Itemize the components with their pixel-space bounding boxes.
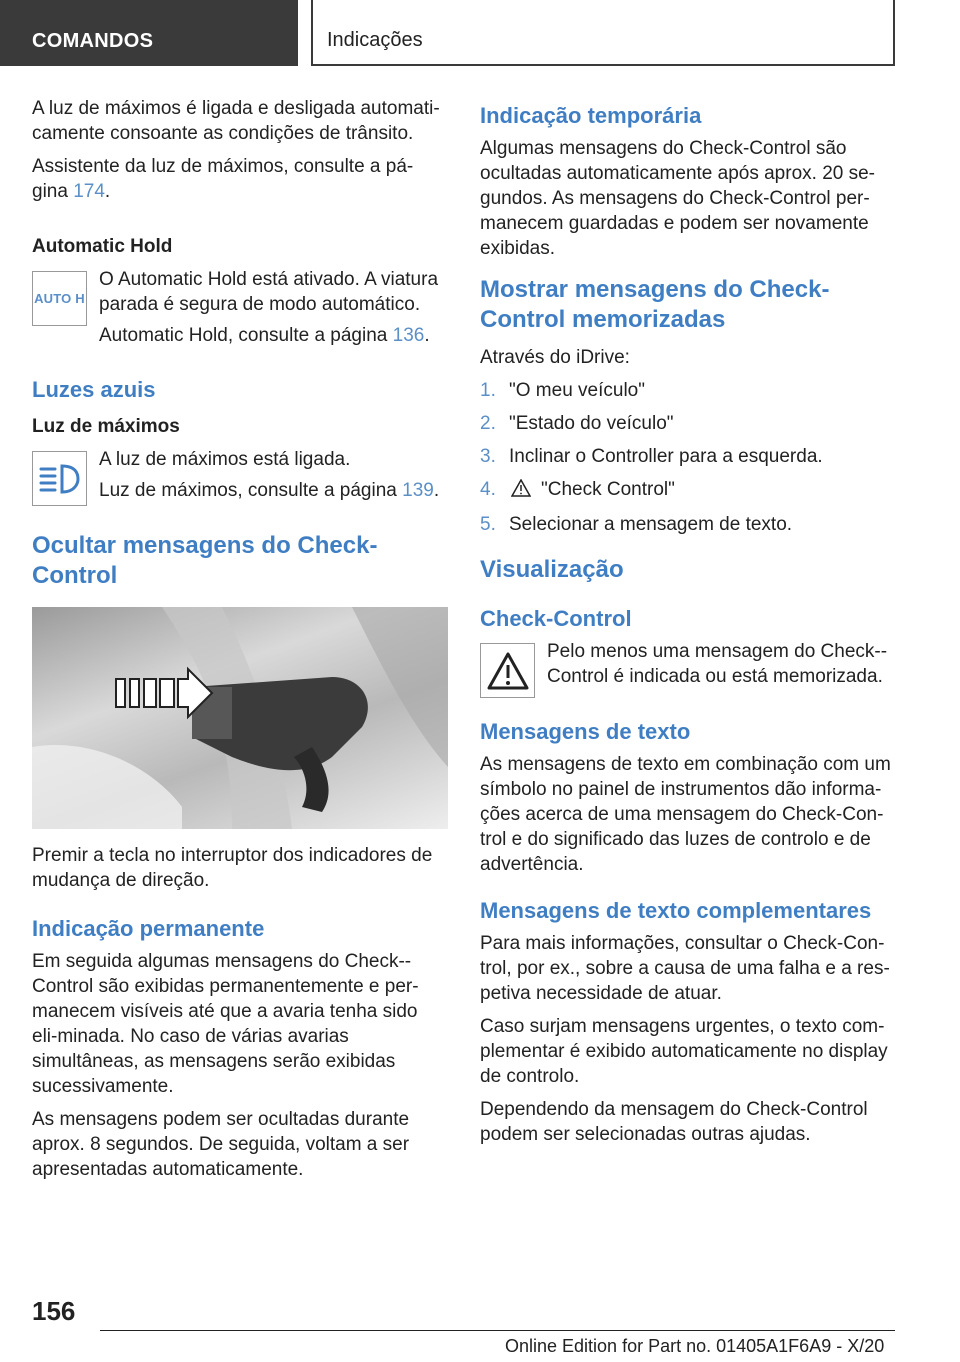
right-column xyxy=(480,96,896,1155)
autohold-heading: Automatic Hold xyxy=(32,236,173,257)
paragraph-xref xyxy=(32,154,448,204)
page-link[interactable]: 174 xyxy=(73,181,105,202)
turn-signal-stalk-image xyxy=(32,607,448,829)
step-number: 2. xyxy=(480,413,496,434)
step-text: "Check Control" xyxy=(541,479,675,500)
permanent-heading: Indicação permanente xyxy=(32,916,265,941)
left-column xyxy=(32,96,448,1190)
temporary-heading: Indicação temporária xyxy=(480,103,702,128)
step-number: 5. xyxy=(480,514,496,535)
paragraph: A luz de máximos está ligada. xyxy=(99,449,351,470)
step-text: Inclinar o Controller para a esquerda. xyxy=(509,446,823,467)
text: Assistente da luz de máximos, consulte a pá-gina xyxy=(32,156,414,202)
text: Luz de máximos, consulte a página xyxy=(99,480,403,501)
paragraph: Algumas mensagens do Check-Control são ocultadas automaticamente após aprox. 20 se-gundos. As mensagens do Check-Control per-manecem guardadas e podem ser novamente exibidas. xyxy=(480,138,876,259)
paragraph: A luz de máximos é ligada e desligada automati-camente consoante as condições de trânsito. xyxy=(32,98,440,144)
visualization-heading: Visualização xyxy=(480,556,624,583)
autohold-block xyxy=(32,267,448,354)
check-control-heading: Check-Control xyxy=(480,606,632,631)
step-number: 4. xyxy=(480,479,496,500)
text: . xyxy=(424,325,430,346)
figure-caption: Premir a tecla no interruptor dos indicadores de mudança de direção. xyxy=(32,845,433,891)
list-item xyxy=(480,477,896,504)
hide-messages-heading: Ocultar mensagens do Check-Control xyxy=(32,532,378,589)
steps-list xyxy=(480,378,896,537)
page-number: 156 xyxy=(32,1296,76,1326)
paragraph: Em seguida algumas mensagens do Check--Control são exibidas permanentemente e per-manecem visíveis até que a avaria tenha sido eli-minada. No caso de várias avarias simultâneas, as mensagens serão exibidas sucessivamente. xyxy=(32,951,419,1097)
text-messages-heading: Mensagens de texto xyxy=(480,719,691,744)
blue-lights-heading: Luzes azuis xyxy=(32,377,156,402)
auto-hold-icon-label: AUTO H xyxy=(34,291,85,306)
edition-note: Online Edition for Part no. 01405A1F6A9 - X/20 xyxy=(505,1336,885,1356)
paragraph: Para mais informações, consultar o Check-Con-trol, por ex., sobre a causa de uma falha e a res-petiva necessidade de atuar. xyxy=(480,933,890,1004)
footer-divider xyxy=(100,1330,895,1331)
complementary-messages-heading: Mensagens de texto complementares xyxy=(480,898,872,923)
text: . xyxy=(433,480,440,501)
warning-triangle-icon xyxy=(480,643,535,698)
list-item xyxy=(480,411,896,436)
page-link[interactable]: 139 xyxy=(402,480,434,501)
high-beam-heading: Luz de máximos xyxy=(32,416,180,437)
warning-icon xyxy=(511,479,531,504)
chapter-title: Indicações xyxy=(311,0,895,66)
list-item xyxy=(480,444,896,469)
section-tab: COMANDOS xyxy=(0,0,298,66)
list-item xyxy=(480,378,896,403)
step-number: 3. xyxy=(480,446,496,467)
paragraph: Através do iDrive: xyxy=(480,347,630,368)
paragraph: O Automatic Hold está ativado. A viatura parada é segura de modo automático. xyxy=(99,269,439,315)
page-header xyxy=(0,0,960,66)
text: . xyxy=(104,181,111,202)
paragraph: As mensagens de texto em combinação com um símbolo no painel de instrumentos dão informa-ções acerca de uma mensagem do Check-Con-trol e do significado das luzes de controlo e de advertência. xyxy=(480,754,891,875)
list-item xyxy=(480,512,896,537)
paragraph-xref xyxy=(99,323,448,348)
show-messages-heading: Mostrar mensagens do Check-Control memorizadas xyxy=(480,276,830,333)
page-link[interactable]: 136 xyxy=(392,325,425,346)
high-beam-icon xyxy=(32,451,87,506)
check-control-block xyxy=(480,639,896,698)
step-text: "Estado do veículo" xyxy=(509,413,674,434)
step-text: Selecionar a mensagem de texto. xyxy=(509,514,793,535)
auto-hold-icon xyxy=(32,271,87,326)
paragraph-xref xyxy=(99,478,448,503)
paragraph: Dependendo da mensagem do Check-Control podem ser selecionadas outras ajudas. xyxy=(480,1099,868,1145)
paragraph: Pelo menos uma mensagem do Check--Control é indicada ou está memorizada. xyxy=(547,641,888,687)
step-text: "O meu veículo" xyxy=(509,380,645,401)
paragraph: Caso surjam mensagens urgentes, o texto com-plementar é exibido automaticamente no display de controlo. xyxy=(480,1016,888,1087)
paragraph: As mensagens podem ser ocultadas durante aprox. 8 segundos. De seguida, voltam a ser apresentadas automaticamente. xyxy=(32,1109,410,1180)
high-beam-block xyxy=(32,447,448,509)
text: Automatic Hold, consulte a página xyxy=(99,325,393,346)
step-number: 1. xyxy=(480,380,496,401)
